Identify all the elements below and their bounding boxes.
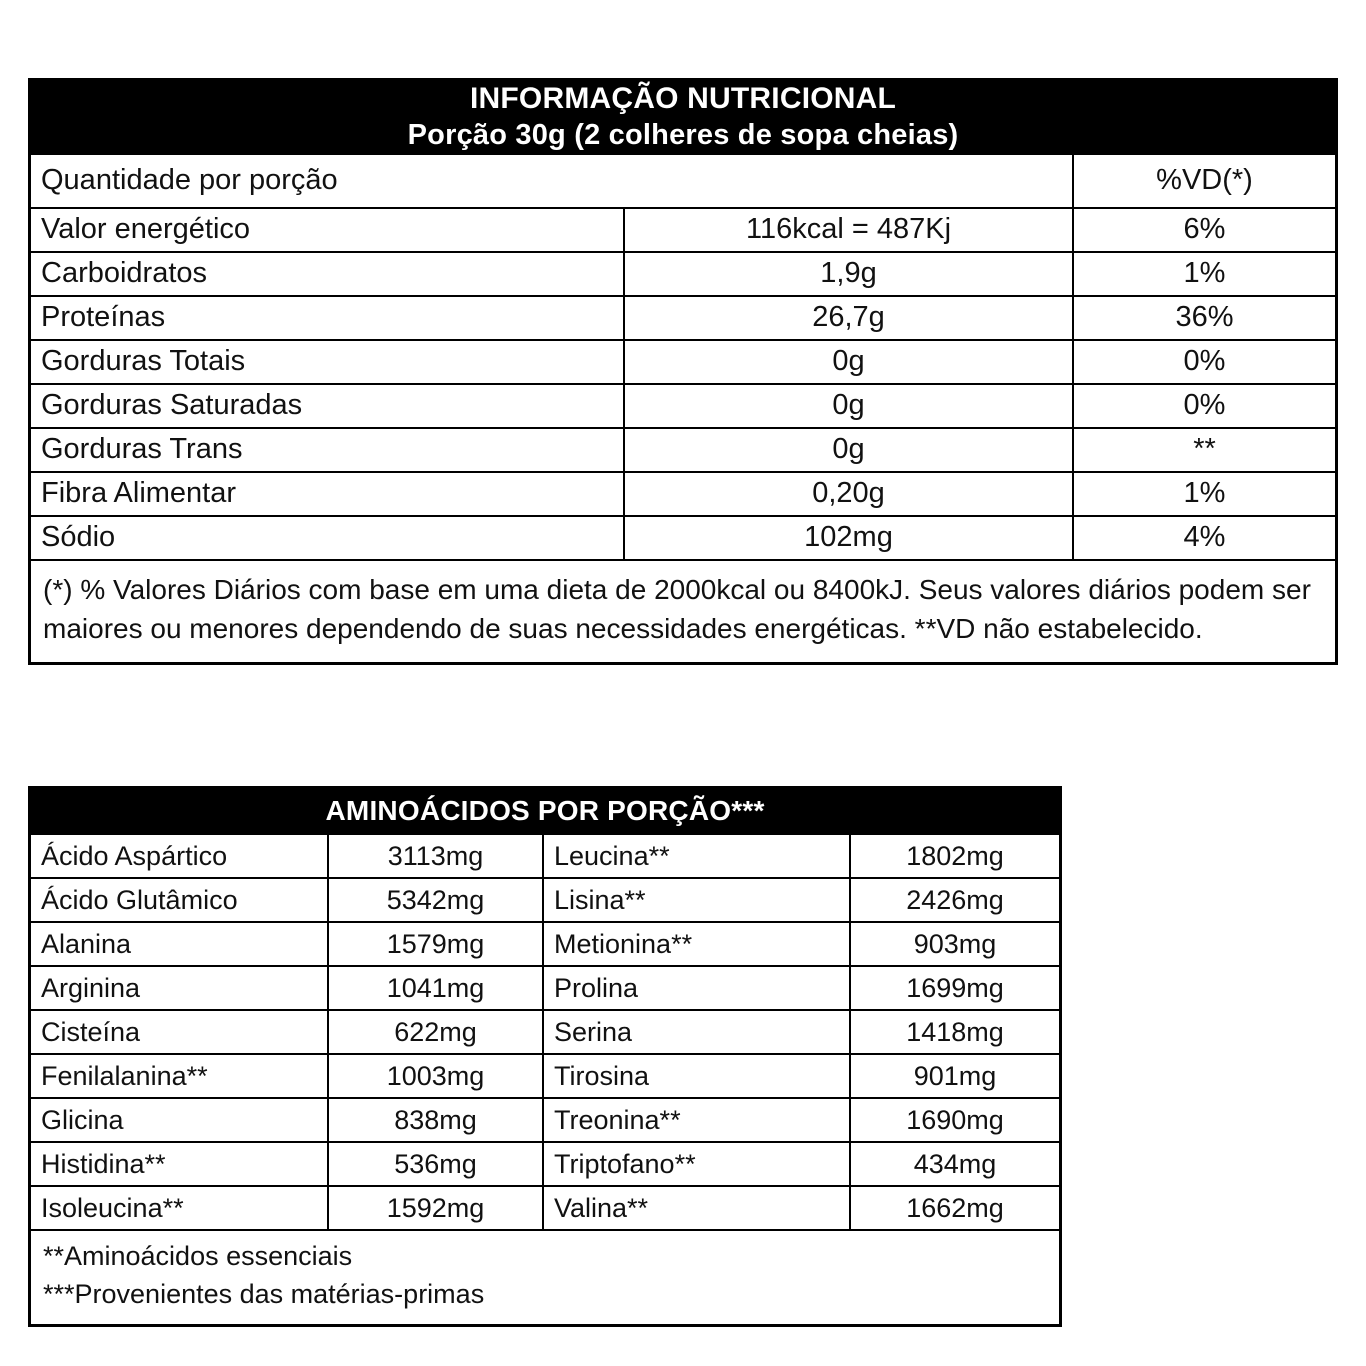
nutrient-amount: 0g [624,340,1073,384]
amino-value-right: 1662mg [850,1186,1059,1230]
table-row [31,1054,1059,1098]
table-row [31,340,1335,384]
nutrition-title-cell [31,81,1335,154]
amino-value-right: 1690mg [850,1098,1059,1142]
amino-value-left: 536mg [328,1142,543,1186]
table-row [31,208,1335,252]
amino-name-left: Ácido Glutâmico [31,878,328,922]
table-row [31,1098,1059,1142]
nutrition-title-row [31,81,1335,154]
amino-title-row [31,789,1059,834]
amino-value-right: 901mg [850,1054,1059,1098]
nutrition-footnote: (*) % Valores Diários com base em uma dieta de 2000kcal ou 8400kJ. Seus valores diários podem ser maiores ou menores dependendo de suas necessidades energéticas. **VD não estabelecido. [31,560,1335,662]
amino-name-left: Cisteína [31,1010,328,1054]
amino-value-right: 1802mg [850,834,1059,878]
amino-name-right: Prolina [543,966,850,1010]
amino-value-left: 1592mg [328,1186,543,1230]
amino-name-right: Treonina** [543,1098,850,1142]
nutrition-footnote-row [31,560,1335,662]
nutrient-amount: 0g [624,428,1073,472]
table-row [31,428,1335,472]
amino-acids-table [28,786,1062,1327]
nutrition-title: INFORMAÇÃO NUTRICIONAL [470,82,897,115]
amino-value-left: 1041mg [328,966,543,1010]
amino-value-left: 1003mg [328,1054,543,1098]
amino-value-right: 1418mg [850,1010,1059,1054]
amino-footnote-row [31,1230,1059,1324]
nutrient-amount: 116kcal = 487Kj [624,208,1073,252]
table-row [31,1142,1059,1186]
nutrient-amount: 26,7g [624,296,1073,340]
nutrient-amount: 102mg [624,516,1073,560]
amino-name-left: Isoleucina** [31,1186,328,1230]
amino-name-left: Arginina [31,966,328,1010]
amino-name-left: Fenilalanina** [31,1054,328,1098]
nutrient-vd: 1% [1073,472,1335,516]
table-row [31,296,1335,340]
table-row [31,516,1335,560]
amino-name-left: Histidina** [31,1142,328,1186]
amino-value-left: 3113mg [328,834,543,878]
amino-value-left: 622mg [328,1010,543,1054]
amino-name-right: Triptofano** [543,1142,850,1186]
table-row [31,472,1335,516]
amino-name-right: Valina** [543,1186,850,1230]
table-row [31,384,1335,428]
amount-column-header: Quantidade por porção [31,154,1073,208]
table-row [31,252,1335,296]
nutrition-column-header-row [31,154,1335,208]
nutrient-vd: ** [1073,428,1335,472]
table-row [31,878,1059,922]
nutrient-amount: 0g [624,384,1073,428]
nutrient-label: Valor energético [31,208,624,252]
amino-name-left: Glicina [31,1098,328,1142]
table-row [31,966,1059,1010]
table-row [31,834,1059,878]
nutrient-amount: 0,20g [624,472,1073,516]
vd-column-header: %VD(*) [1073,154,1335,208]
amino-value-left: 5342mg [328,878,543,922]
amino-value-left: 1579mg [328,922,543,966]
nutrient-vd: 0% [1073,340,1335,384]
amino-name-left: Alanina [31,922,328,966]
nutrition-serving: Porção 30g (2 colheres de sopa cheias) [407,118,959,151]
amino-name-left: Ácido Aspártico [31,834,328,878]
nutrient-label: Gorduras Totais [31,340,624,384]
amino-value-right: 1699mg [850,966,1059,1010]
table-row [31,1186,1059,1230]
amino-title-cell [31,789,1059,834]
nutrient-label: Gorduras Saturadas [31,384,624,428]
amino-grid [31,789,1059,1324]
nutrient-label: Proteínas [31,296,624,340]
amino-value-left: 838mg [328,1098,543,1142]
nutrient-label: Gorduras Trans [31,428,624,472]
nutrient-amount: 1,9g [624,252,1073,296]
nutrient-vd: 6% [1073,208,1335,252]
amino-name-right: Serina [543,1010,850,1054]
table-row [31,922,1059,966]
table-row [31,1010,1059,1054]
nutrition-facts-table [28,78,1338,665]
amino-name-right: Leucina** [543,834,850,878]
amino-name-right: Metionina** [543,922,850,966]
amino-title: AMINOÁCIDOS POR PORÇÃO*** [325,794,765,826]
nutrient-label: Sódio [31,516,624,560]
amino-footnote-cell [31,1230,1059,1324]
nutrition-grid [31,81,1335,662]
nutrient-vd: 1% [1073,252,1335,296]
amino-name-right: Lisina** [543,878,850,922]
nutrient-vd: 0% [1073,384,1335,428]
amino-value-right: 903mg [850,922,1059,966]
amino-footnote-essential: **Aminoácidos essenciais [43,1241,353,1271]
nutrient-vd: 4% [1073,516,1335,560]
nutrient-label: Fibra Alimentar [31,472,624,516]
amino-value-right: 434mg [850,1142,1059,1186]
nutrient-label: Carboidratos [31,252,624,296]
nutrient-vd: 36% [1073,296,1335,340]
amino-name-right: Tirosina [543,1054,850,1098]
amino-footnote-source: ***Provenientes das matérias-primas [43,1279,485,1310]
amino-value-right: 2426mg [850,878,1059,922]
